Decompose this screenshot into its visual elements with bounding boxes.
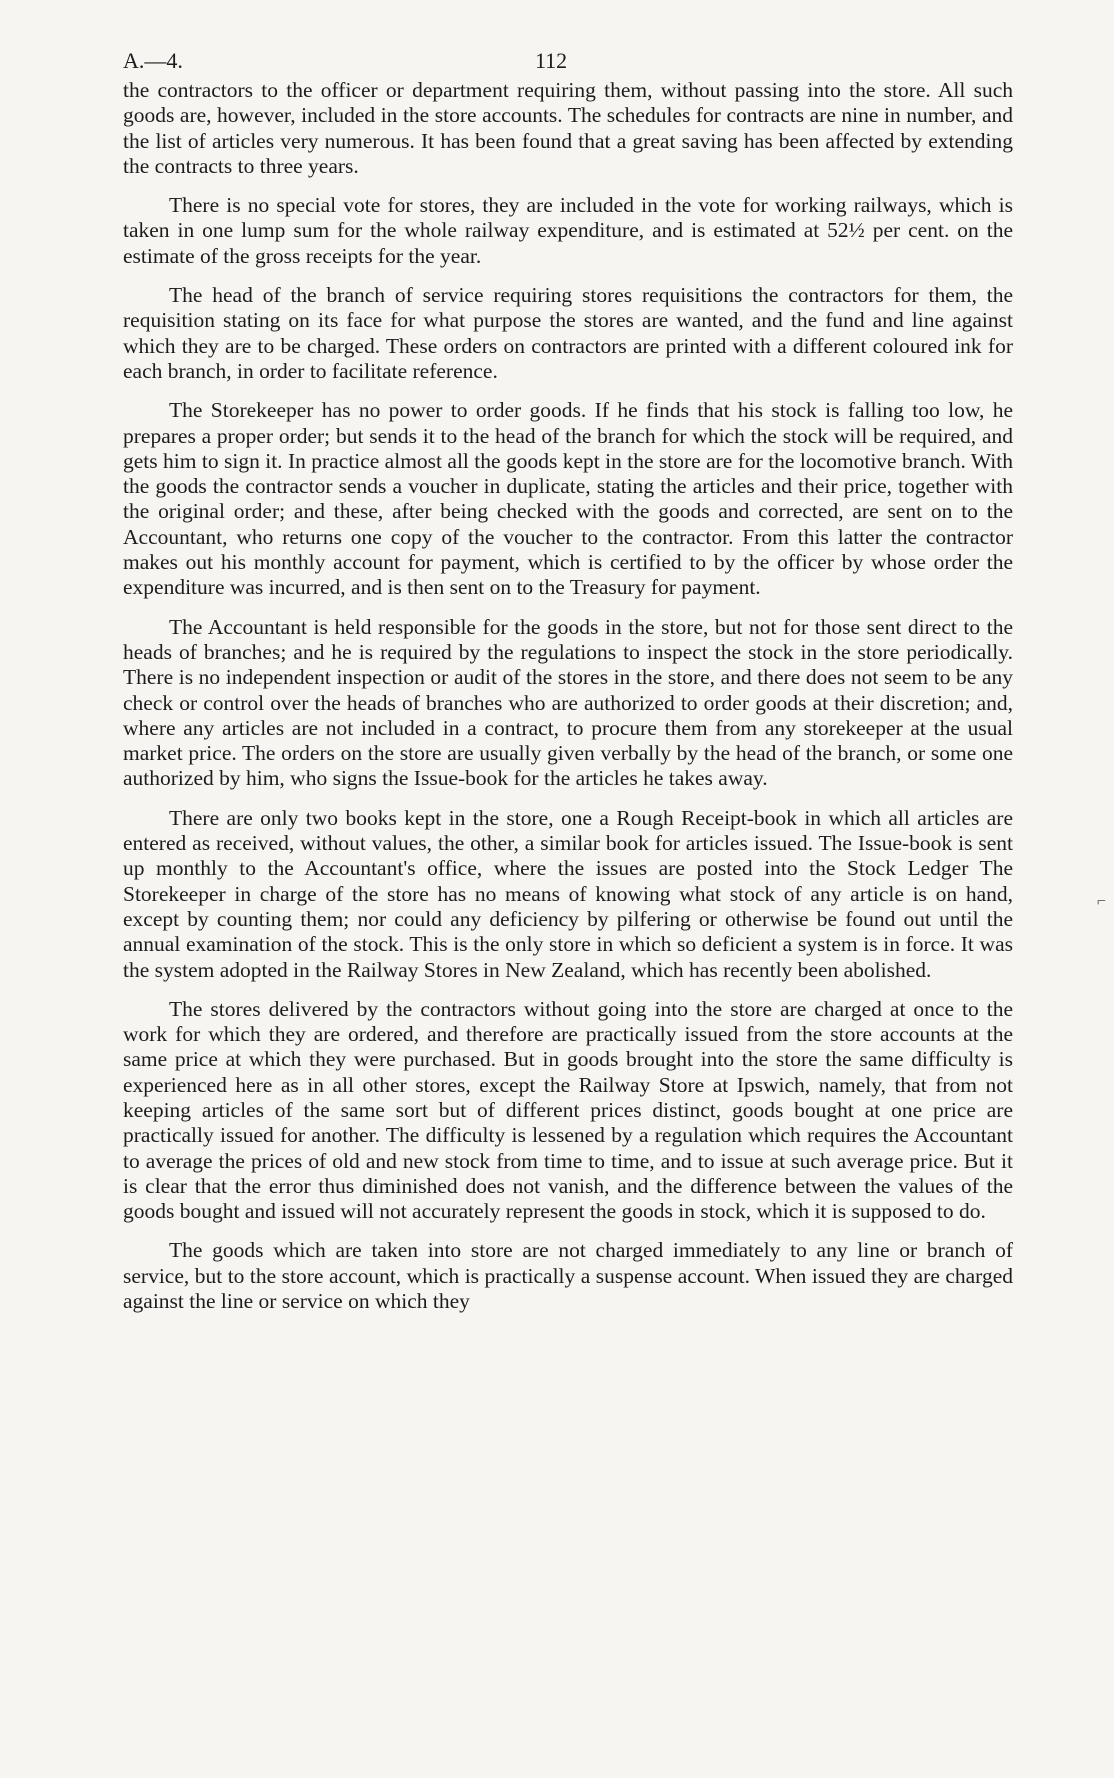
paragraph: The Storekeeper has no power to order goods. If he finds that his stock is falling too low, he prepares a proper order; but sends it to the head of the branch for which the stock will be required, and gets him to sign it. In practice almost all the goods kept in the store are for the locomotive branch. With the goods the contractor sends a voucher in duplicate, stating the articles and their price, together with the original order; and these, after being checked with the goods and corrected, are sent on to the Accountant, who returns one copy of the voucher to the contractor. From this latter the contractor makes out his monthly account for payment, which is certified to by the officer by whose order the expenditure was incurred, and is then sent on to the Treasury for payment.: [123, 398, 1013, 600]
paragraph: There are only two books kept in the store, one a Rough Receipt-book in which all articles are entered as received, without values, the other, a similar book for articles issued. The Issue-book is sent up monthly to the Accountant's office, where the issues are posted into the Stock Ledger The Storekeeper in charge of the store has no means of knowing what stock of any article is on hand, except by counting them; nor could any deficiency by pilfering or otherwise be found out until the annual examination of the stock. This is the only store in which so deficient a system is in force. It was the system adopted in the Railway Stores in New Zealand, which has recently been abolished.: [123, 805, 1013, 982]
paragraph: the contractors to the officer or department requiring them, without passing into the store. All such goods are, however, included in the store accounts. The schedules for contracts are nine in number, and the list of articles very numerous. It has been found that a great saving has been affected by extending the contracts to three years.: [123, 78, 1013, 178]
page-header: [123, 44, 1013, 78]
paragraph: The Accountant is held responsible for the goods in the store, but not for those sent direct to the heads of branches; and he is required by the regulations to inspect the stock in the store periodically. There is no independent inspection or audit of the stores in the store, and there does not seem to be any check or control over the heads of branches who are authorized to order goods at their discretion; and, where any articles are not included in a contract, to procure them from any storekeeper at the usual market price. The orders on the store are usually given verbally by the head of the branch, or some one authorized by him, who signs the Issue-book for the articles he takes away.: [123, 614, 1013, 791]
document-reference: A.—4.: [123, 48, 183, 73]
document-page: [123, 44, 1013, 1328]
paragraph: There is no special vote for stores, they are included in the vote for working railways, which is taken in one lump sum for the whole railway expenditure, and is estimated at 52½ per cent. on the estimate of the gross receipts for the year.: [123, 193, 1013, 268]
paragraph: The head of the branch of service requiring stores requisitions the contractors for them, the requisition stating on its face for what purpose the stores are wanted, and the fund and line against which they are to be charged. These orders on contractors are printed with a different coloured ink for each branch, in order to facilitate reference.: [123, 283, 1013, 383]
paragraph: The stores delivered by the contractors without going into the store are charged at once to the work for which they are ordered, and therefore are practically issued from the store accounts at the same price at which they were purchased. But in goods brought into the store the same difficulty is experienced here as in all other stores, except the Railway Store at Ipswich, namely, that from not keeping articles of the same sort but of different prices distinct, goods bought at one price are practically issued for another. The difficulty is lessened by a regulation which requires the Accountant to average the prices of old and new stock from time to time, and to issue at such average price. But it is clear that the error thus diminished does not vanish, and the difference between the values of the goods bought and issued will not accurately represent the goods in stock, which it is supposed to do.: [123, 996, 1013, 1224]
margin-mark-icon: ⌐: [1097, 893, 1107, 910]
page-number: 112: [535, 48, 568, 73]
paragraph: The goods which are taken into store are not charged immediately to any line or branch of service, but to the store account, which is practically a suspense account. When issued they are charged against the line or service on which they: [123, 1238, 1013, 1314]
